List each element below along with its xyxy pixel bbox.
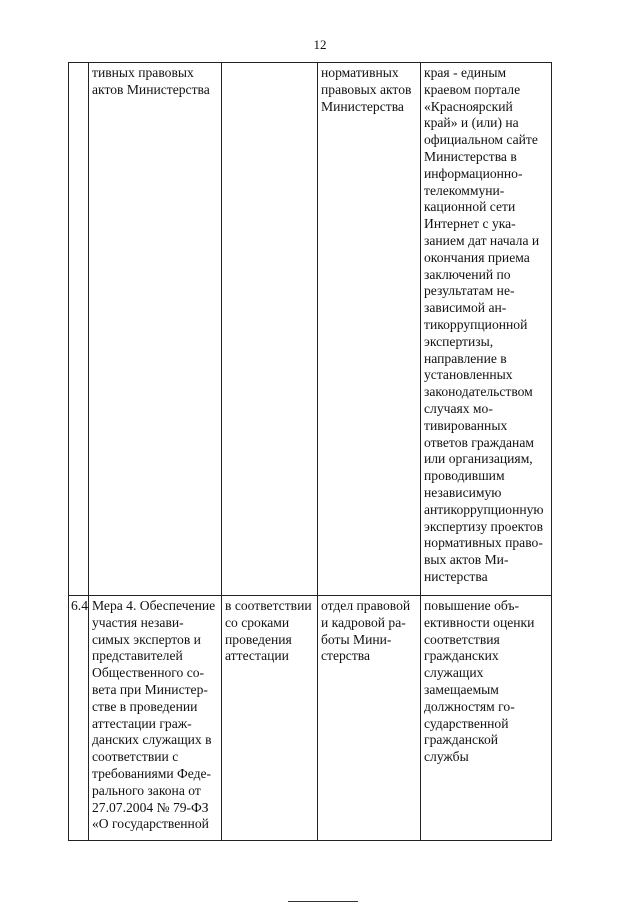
bottom-divider [288, 901, 358, 902]
table-row [69, 63, 552, 596]
row-number-cell: 6.4 [69, 596, 89, 841]
measures-table [68, 62, 552, 841]
table-row [69, 596, 552, 841]
result-cell: повышение объ- ективности оценки соответствия гражданских служащих замещаемым должностям го- сударственной гражданской службы [421, 596, 552, 841]
executor-cell: отдел правовой и кадровой ра- боты Мини- стерства [318, 596, 421, 841]
term-cell [222, 63, 318, 596]
measure-cell: тивных правовых актов Министерства [89, 63, 222, 596]
page-number: 12 [313, 37, 327, 52]
executor-cell: нормативных правовых актов Министерства [318, 63, 421, 596]
term-cell: в соответствии со сроками проведения аттестации [222, 596, 318, 841]
result-cell: края - единым краевом портале «Красноярский край» и (или) на официальном сайте Министерства в информационно- телекоммуни- кационной сети Интернет с ука- занием дат начала и окончания приема заключений по результатам не- зависимой ан- тикоррупционной экспертизы, направление в установленных законодательством случаях мо- тивированных ответов гражданам или организациям, проводившим независимую антикоррупционную экспертизу проектов нормативных право- вых актов Ми- нистерства [421, 63, 552, 596]
row-number-cell [69, 63, 89, 596]
measure-cell: Мера 4. Обеспечение участия незави- симых экспертов и представителей Общественного со- вета при Министер- стве в проведении аттестации граж- данских служащих в соответствии с требованиями Феде- рального закона от 27.07.2004 № 79-ФЗ «О государственной [89, 596, 222, 841]
